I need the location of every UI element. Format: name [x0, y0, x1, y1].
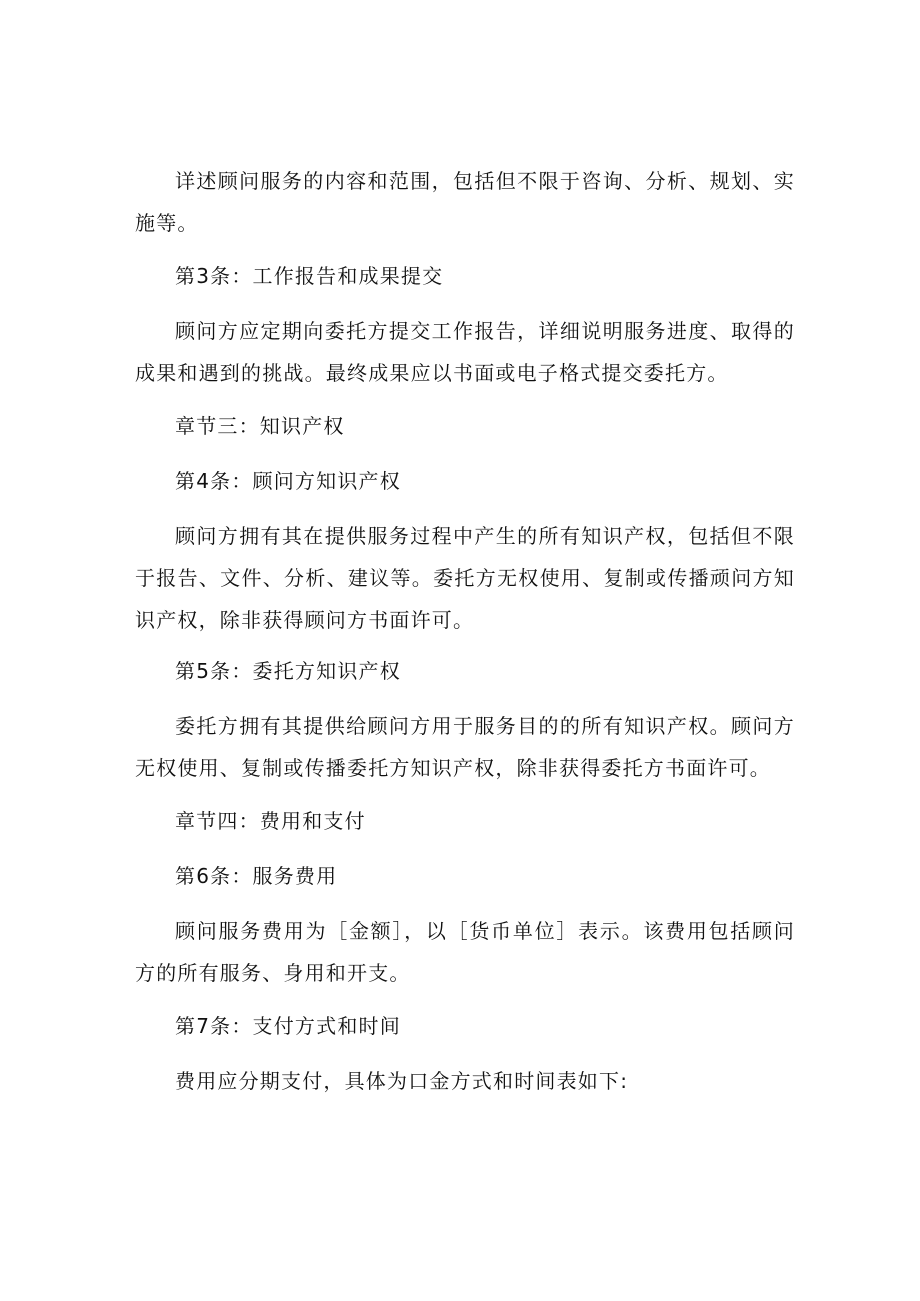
heading-article-7: 第7条：支付方式和时间 — [175, 1014, 401, 1038]
heading-article-3: 第3条：工作报告和成果提交 — [175, 264, 444, 288]
heading-article-4: 第4条：顾问方知识产权 — [175, 469, 401, 493]
paragraph-consultant-ip: 顾问方拥有其在提供服务过程中产生的所有知识产权，包括但不限于报告、文件、分析、建议等。委托方无权使用、复制或传播顽问方知识产权，除非获得顾问方书面许可。 — [135, 524, 795, 632]
paragraph-work-reports: 顾问方应定期向委托方提交工作报告，详细说明服务进度、取得的成果和遇到的挑战。最终成果应以书面或电子格式提交委托方。 — [135, 319, 795, 385]
paragraph-client-ip: 委托方拥有其提供给顾问方用于服务目的的所有知识产权。顾问方无权使用、复制或传播委托方知识产权，除非获得委托方书面许可。 — [135, 714, 795, 780]
heading-chapter-4: 章节四：费用和支付 — [175, 809, 366, 833]
heading-chapter-3: 章节三：知识产权 — [175, 414, 345, 438]
heading-article-6: 第6条：服务费用 — [175, 864, 338, 888]
paragraph-service-scope: 详述顾问服务的内容和范围，包括但不限于咨询、分析、规划、实施等。 — [135, 169, 795, 235]
paragraph-service-fee: 顾问服务费用为［金额］，以［货币单位］表示。该费用包括顾问方的所有服务、身用和开支。 — [135, 919, 795, 985]
paragraph-payment-method: 费用应分期支付，具体为口金方式和时间表如下: — [175, 1069, 629, 1093]
heading-article-5: 第5条：委托方知识产权 — [175, 659, 401, 683]
